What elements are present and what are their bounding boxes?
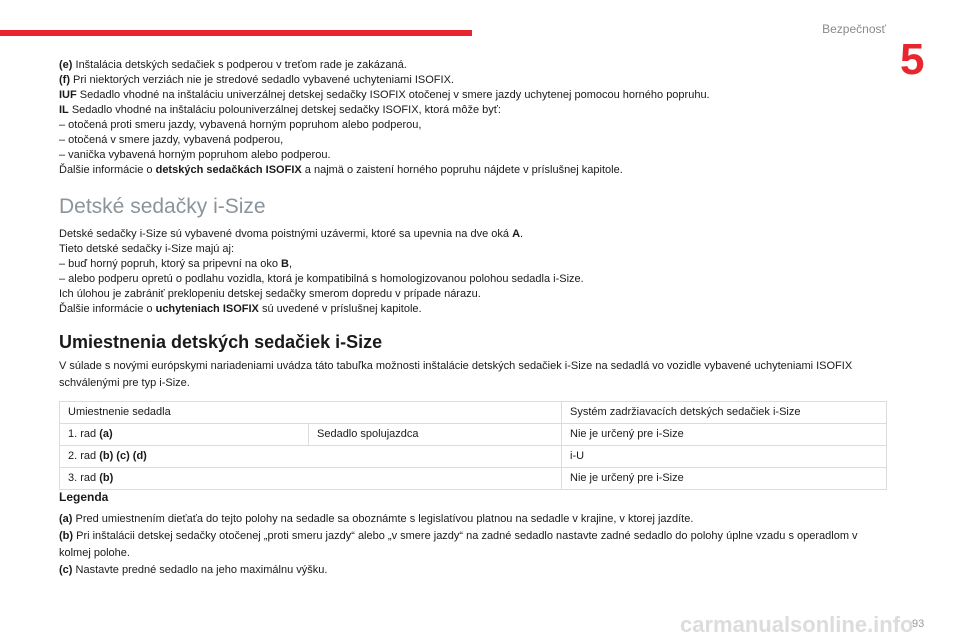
text: 3. rad: [68, 472, 100, 484]
emphasis: (b) (c) (d): [99, 450, 147, 462]
emphasis: detských sedačkách ISOFIX: [155, 164, 302, 176]
table-cell: [60, 424, 309, 446]
emphasis: (b): [99, 472, 114, 484]
legend-heading: Legenda: [59, 490, 109, 504]
text: 1. rad: [68, 428, 100, 440]
table-cell: [60, 468, 562, 490]
table-row: [60, 446, 887, 468]
text: 2. rad: [68, 450, 100, 462]
note-text: Sedadlo vhodné na inštaláciu polouniverzálnej detskej sedačky ISOFIX, ktorá môže byť:: [68, 104, 501, 116]
emphasis: uchyteniach ISOFIX: [155, 303, 259, 315]
note-text: Sedadlo vhodné na inštaláciu univerzálnej detskej sedačky ISOFIX otočenej v smere jazdy uchytenej pomocou horného popruhu.: [76, 89, 710, 101]
table-header: Systém zadržiavacích detských sedačiek i-Size: [562, 402, 887, 424]
positions-heading: Umiestnenia detských sedačiek i-Size: [59, 332, 383, 352]
table-cell: [60, 446, 562, 468]
legend-item: [59, 562, 889, 579]
accent-bar: [0, 30, 472, 36]
section-title: Bezpečnosť: [822, 22, 886, 36]
paragraph: [59, 302, 889, 317]
note-e: [59, 58, 889, 73]
table-cell: i-U: [562, 446, 887, 468]
table-header: Umiestnenie sedadla: [60, 402, 562, 424]
list-item: – otočená proti smeru jazdy, vybavená horným popruhom alebo podperou,: [59, 119, 422, 131]
table-cell: Nie je určený pre i-Size: [562, 468, 887, 490]
text: Ďalšie informácie o: [59, 164, 156, 176]
legend-item: [59, 511, 889, 528]
emphasis: B: [281, 258, 289, 270]
positions-intro: V súlade s novými európskymi nariadeniami uvádza táto tabuľka možnosti inštalácie detských sedačiek i-Size na sedadlá vo vozidle vybavené uchyteniami ISOFIX schválenými pre typ i-Size.: [59, 360, 853, 389]
legend-label: (a): [59, 513, 73, 525]
note-il: [59, 103, 889, 118]
legend-text: Pri inštalácii detskej sedačky otočenej „proti smeru jazdy“ alebo „v smere jazdy“ na zadné sedadlo nastavte zadné sedadlo do polohy úplne vzadu s operadlom v kolmej polohe.: [59, 530, 858, 559]
table-header-row: [60, 402, 887, 424]
paragraph: Tieto detské sedačky i-Size majú aj:: [59, 243, 235, 255]
legend-text: Pred umiestnením dieťaťa do tejto polohy na sedadle sa oboznámte s legislatívou platnou na sedadle v krajine, v ktorej jazdíte.: [72, 513, 694, 525]
legend: [59, 511, 889, 579]
page-number: 93: [912, 618, 925, 630]
list-item: – otočená v smere jazdy, vybavená podperou,: [59, 134, 284, 146]
note-iuf: [59, 88, 889, 103]
watermark: carmanualsonline.info: [680, 612, 914, 637]
i-size-heading: Detské sedačky i-Size: [59, 195, 266, 218]
legend-label: (c): [59, 564, 73, 576]
emphasis: (a): [99, 428, 113, 440]
text: ,: [288, 258, 293, 270]
table-row: [60, 424, 887, 446]
chapter-number: 5: [900, 35, 925, 84]
more-info: [59, 163, 889, 178]
text: – buď horný popruh, ktorý sa pripevní na oko: [59, 258, 282, 270]
table-cell: Nie je určený pre i-Size: [562, 424, 887, 446]
paragraph: Ich úlohou je zabrániť preklopeniu detskej sedačky smerom dopredu v prípade nárazu.: [59, 288, 481, 300]
legend-item: [59, 528, 889, 562]
table-cell: Sedadlo spolujazdca: [309, 424, 562, 446]
text: sú uvedené v príslušnej kapitole.: [258, 303, 422, 315]
note-label: IUF: [59, 89, 77, 101]
note-text: Pri niektorých verziách nie je stredové sedadlo vybavené uchyteniami ISOFIX.: [70, 74, 454, 86]
note-label: (f): [59, 74, 70, 86]
list-item: – alebo podperu opretú o podlahu vozidla, ktorá je kompatibilná s homologizovanou polohou sedadla i-Size.: [59, 273, 584, 285]
text: Ďalšie informácie o: [59, 303, 156, 315]
text: a najmä o zaistení horného popruhu nájdete v príslušnej kapitole.: [301, 164, 623, 176]
emphasis: A: [512, 228, 521, 240]
list-item: [59, 257, 889, 272]
paragraph: [59, 227, 889, 242]
seat-table: [59, 401, 887, 490]
table-row: [60, 468, 887, 490]
note-label: IL: [59, 104, 69, 116]
legend-text: Nastavte predné sedadlo na jeho maximálnu výšku.: [72, 564, 328, 576]
text: .: [520, 228, 524, 240]
legend-label: (b): [59, 530, 74, 542]
text: Detské sedačky i-Size sú vybavené dvoma poistnými uzávermi, ktoré sa upevnia na dve oká: [59, 228, 513, 240]
note-f: [59, 73, 889, 88]
list-item: – vanička vybavená horným popruhom alebo podperou.: [59, 149, 331, 161]
page-content: [59, 58, 889, 579]
note-label: (e): [59, 59, 73, 71]
note-text: Inštalácia detských sedačiek s podperou v treťom rade je zakázaná.: [72, 59, 407, 71]
